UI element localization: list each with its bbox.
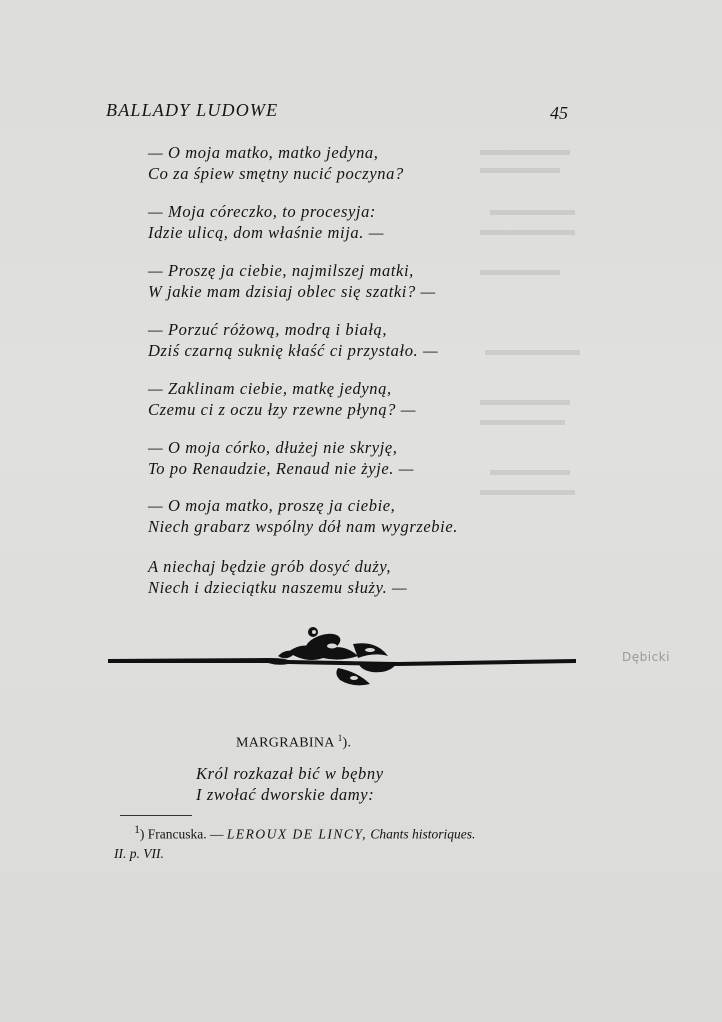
footnote-ref: II. p. VII. (114, 845, 164, 861)
running-header: BALLADY LUDOWE (106, 100, 279, 120)
stanza (148, 556, 407, 598)
stanza (148, 319, 438, 361)
verse-line: Niech i dzieciątku naszemu służy. — (148, 578, 408, 597)
verse-line: — Proszę ja ciebie, najmilszej matki, (148, 261, 414, 280)
footnote-author: LEROUX DE LINCY, (226, 826, 368, 842)
verse-line: — Moja córeczko, to procesyja: (148, 202, 377, 221)
footnote-work: Chants historiques. (370, 826, 476, 842)
section-title-closing: ). (342, 735, 352, 751)
verse-line: Idzie ulicą, dom właśnie mija. — (148, 223, 384, 242)
ballad-opening (196, 763, 384, 805)
section-title-text: MARGRABINA (236, 735, 334, 751)
verse-line: — O moja matko, proszę ja ciebie, (148, 496, 396, 515)
verse-line: — Zaklinam ciebie, matkę jedyną, (148, 379, 392, 398)
verse-line: Czemu ci z oczu łzy rzewne płyną? — (148, 400, 417, 419)
footnote-mark: 1 (134, 824, 140, 836)
verse-line: W jakie mam dzisiaj oblec się szatki? — (148, 282, 436, 301)
ornamental-divider (108, 622, 576, 702)
verse-line: A niechaj będzie grób dosyć duży, (148, 557, 392, 576)
stanza (148, 495, 458, 537)
flower-ornament-icon (278, 627, 398, 685)
verse-line: Co za śpiew smętny nucić poczyna? (148, 164, 404, 183)
verse-line: Król rozkazał bić w bębny (196, 764, 384, 783)
section-title (236, 733, 351, 752)
page-number: 45 (550, 103, 568, 123)
stanza (148, 201, 384, 243)
footnote-mark-close: ) (139, 826, 145, 842)
verse-line: Niech grabarz wspólny dół nam wygrzebie. (148, 517, 458, 536)
footnote-reference: 1 (337, 733, 343, 743)
verse-line: — Porzuć różową, modrą i białą, (148, 320, 388, 339)
margin-signature: Dębicki (622, 650, 670, 664)
stanza (148, 378, 416, 420)
verse-line: Dziś czarną suknię kłaść ci przystało. — (148, 341, 439, 360)
footnote-text: Francuska. — (147, 826, 224, 842)
footnote (114, 821, 594, 863)
show-through-text (470, 140, 590, 700)
verse-line: — O moja matko, matko jedyna, (148, 143, 379, 162)
verse-line: I zwołać dworskie damy: (196, 785, 375, 804)
stanza (148, 142, 404, 184)
verse-line: — O moja córko, dłużej nie skryję, (148, 438, 398, 457)
footnote-divider (120, 815, 192, 816)
stanza (148, 260, 436, 302)
stanza (148, 437, 414, 479)
verse-line: To po Renaudzie, Renaud nie żyje. — (148, 459, 415, 478)
